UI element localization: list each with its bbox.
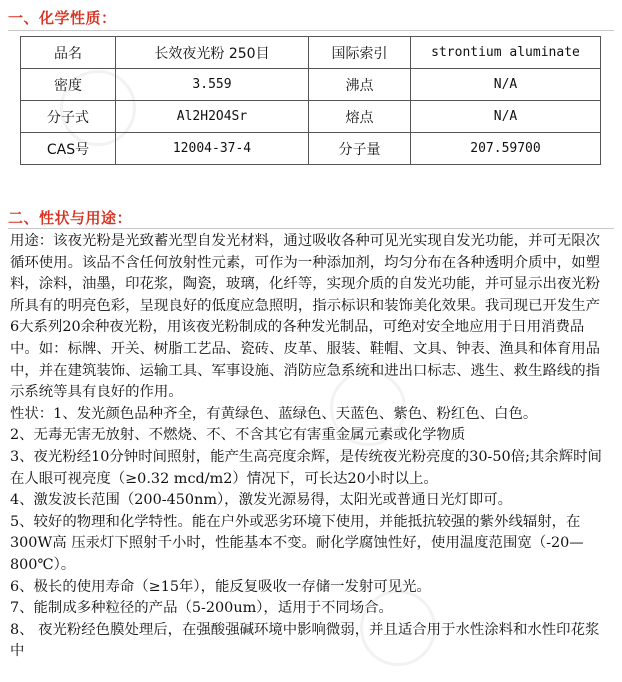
divider <box>8 30 614 31</box>
table-cell-value: 长效夜光粉 250目 <box>116 37 309 69</box>
table-cell-label: 品名 <box>21 37 116 69</box>
paragraph-feature: 2、无毒无害无放射、不燃烧、不、不含其它有害重金属元素或化学物质 <box>10 427 466 444</box>
paragraph-feature: 4、激发波长范围（200-450nm），激发光源易得，太阳光或普通日光灯即可。 <box>10 492 512 509</box>
table-cell-value: 12004-37-4 <box>116 133 309 165</box>
properties-table <box>20 36 601 165</box>
paragraph-feature: 3、夜光粉经10分钟时间照射，能产生高亮度余辉，是传统夜光粉亮度的30-50倍;其余辉时间在人眼可视亮度（≥0.32 mcd/m2）情况下，可长达20小时以上。 <box>10 448 602 487</box>
paragraph-feature: 7、能制成多种粒径的产品（5-200um），适用于不同场合。 <box>10 600 393 617</box>
table-cell-value: N/A <box>411 69 601 101</box>
table-cell-value: Al2H2O4Sr <box>116 101 309 133</box>
table-cell-label: 熔点 <box>309 101 411 133</box>
table-cell-label: 密度 <box>21 69 116 101</box>
description-body <box>10 231 608 663</box>
table-cell-value: strontium aluminate <box>411 37 601 69</box>
table-cell-label: 沸点 <box>309 69 411 101</box>
divider <box>8 228 614 229</box>
paragraph-feature: 8、 夜光粉经色膜处理后，在强酸强碱环境中影响微弱，并且适合用于水性涂料和水性印花浆中 <box>10 621 600 660</box>
table-cell-label: 分子量 <box>309 133 411 165</box>
paragraph-feature: 5、较好的物理和化学特性。能在户外或恶劣环境下使用，并能抵抗较强的紫外线辐射，在300W高 压汞灯下照射千小时，性能基本不变。耐化学腐蚀性好，使用温度范围宽（-20—800℃）。 <box>10 513 584 573</box>
table-cell-value: 207.59700 <box>411 133 601 165</box>
paragraph-feature: 6、极长的使用寿命（≥15年），能反复吸收一存储一发射可见光。 <box>10 578 431 595</box>
table-cell-value: N/A <box>411 101 601 133</box>
paragraph-uses: 用途：该夜光粉是光致蓄光型自发光材料，通过吸收各种可见光实现自发光功能，并可无限次循环使用。该品不含任何放射性元素，可作为一种添加剂，均匀分布在各种透明介质中，如塑料，涂料，油墨，印花浆，陶瓷，玻璃，化纤等，实现介质的自发光功能，并可显示出夜光粉所具有的明亮色彩，呈现良好的低度应急照明，指示标识和装饰美化效果。我司现已开发生产6大系列20余种夜光粉，用该夜光粉制成的各种发光制品，可绝对安全地应用于日用消费品中。如：标牌、开关、树脂工艺品、瓷砖、皮革、服装、鞋帽、文具、钟表、渔具和体育用品中，并在建筑装饰、运输工具、军事设施、消防应急系统和进出口标志、逃生、救生路线的指示系统等具有良好的作用。 <box>10 233 601 401</box>
table-cell-label: 分子式 <box>21 101 116 133</box>
table-cell-label: 国际索引 <box>309 37 411 69</box>
table-row <box>21 37 601 69</box>
section-title-chemical-properties: 一、化学性质： <box>8 9 117 27</box>
paragraph-feature: 性状：1、发光颜色品种齐全，有黄绿色、蓝绿色、天蓝色、紫色、粉红色、白色。 <box>10 405 538 422</box>
table-row <box>21 101 601 133</box>
table-cell-value: 3.559 <box>116 69 309 101</box>
section-title-properties-uses: 二、性状与用途： <box>8 209 133 227</box>
table-cell-label: CAS号 <box>21 133 116 165</box>
table-row <box>21 133 601 165</box>
table-row <box>21 69 601 101</box>
